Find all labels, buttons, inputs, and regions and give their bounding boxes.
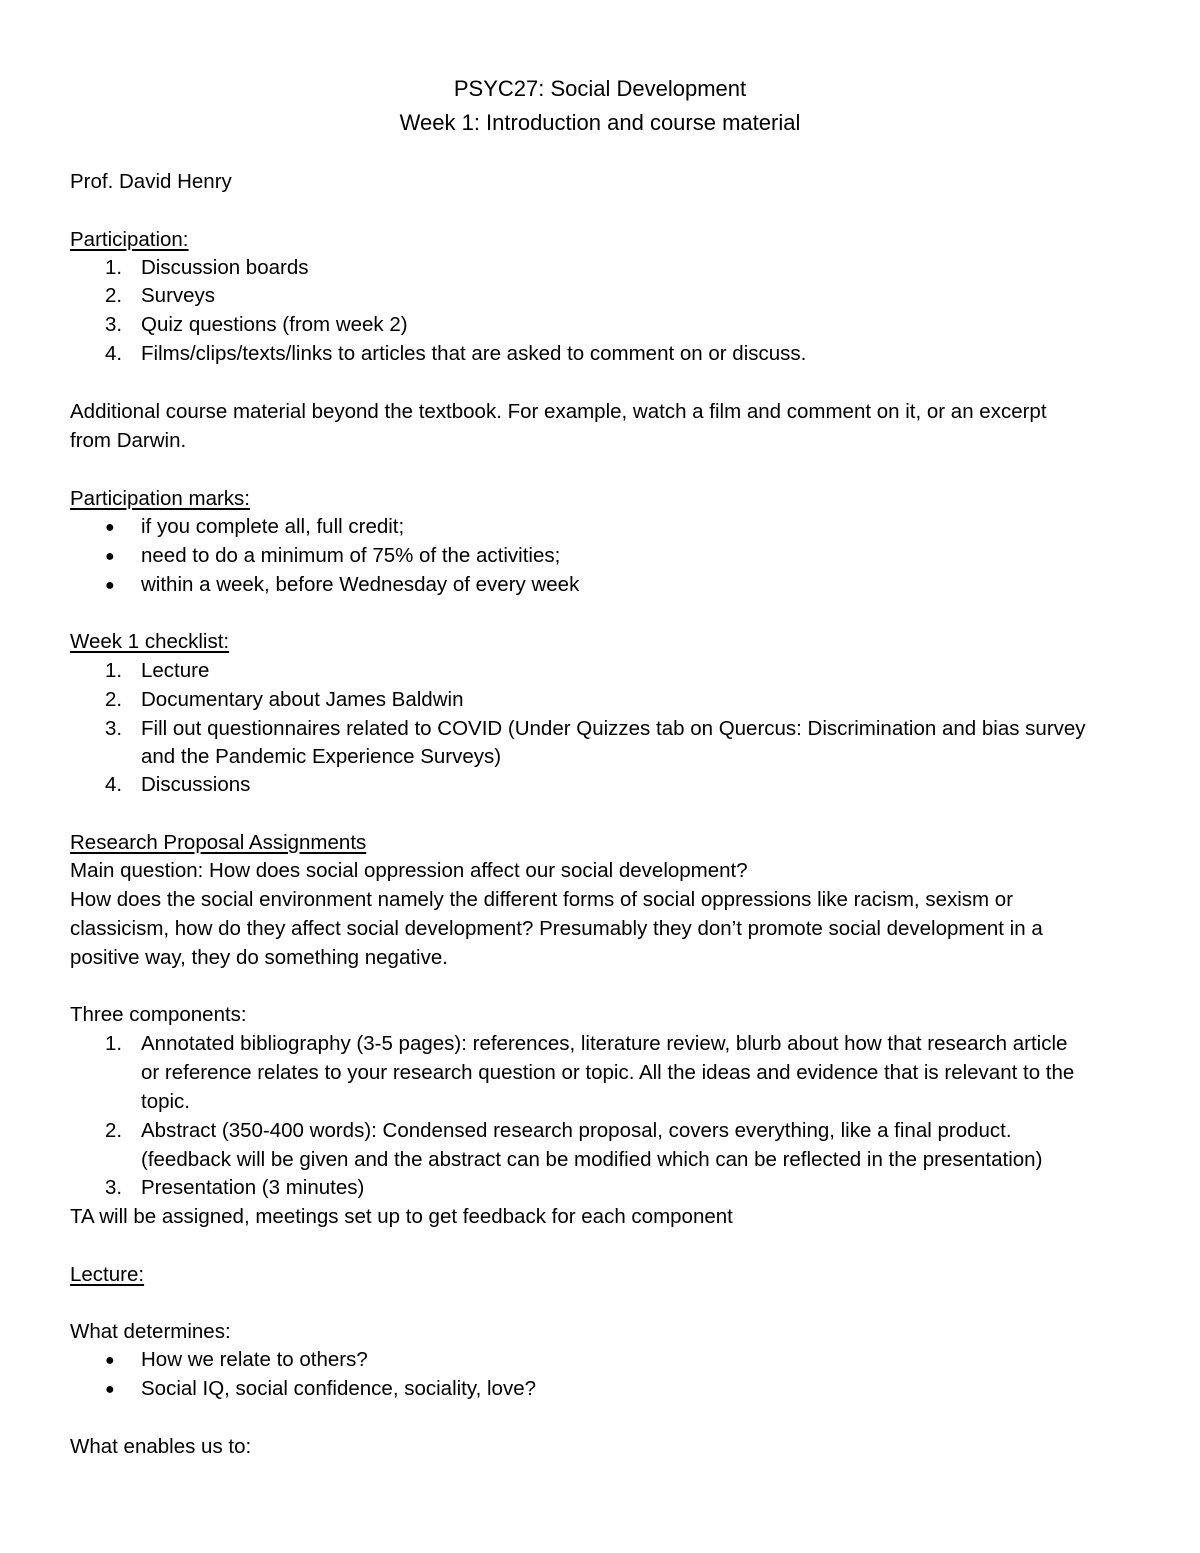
list-number: 1. [105,1032,123,1055]
list-item-text: if you complete all, full credit; [141,515,405,538]
additional-text-line: from Darwin. [70,429,187,452]
list-number: 1. [105,659,123,682]
list-item-text-continued: and the Pandemic Experience Surveys) [141,745,502,768]
list-number: 4. [105,773,123,796]
bullet-icon: ● [105,548,115,565]
research-heading: Research Proposal Assignments [70,831,367,854]
lecture-heading: Lecture: [70,1263,145,1286]
list-item-text: Social IQ, social confidence, sociality, love? [141,1377,537,1400]
list-item-text: Presentation (3 minutes) [141,1176,365,1199]
research-paragraph-line: positive way, they do something negative. [70,946,448,969]
list-item-text-continued: topic. [141,1090,190,1113]
bullet-icon: ● [105,577,115,594]
list-number: 3. [105,313,123,336]
list-item-text: Surveys [141,284,216,307]
list-item-text: Films/clips/texts/links to articles that are asked to comment on or discuss. [141,342,807,365]
list-item-text-continued: or reference relates to your research question or topic. All the ideas and evidence that is relevant to the [141,1061,1075,1084]
participation-heading: Participation: [70,228,189,251]
list-number: 2. [105,688,123,711]
list-item-text: within a week, before Wednesday of every week [141,573,580,596]
marks-heading: Participation marks: [70,487,251,510]
enables-heading: What enables us to: [70,1435,252,1458]
list-number: 1. [105,256,123,279]
determines-heading: What determines: [70,1320,231,1343]
bullet-icon: ● [105,519,115,536]
research-paragraph-line: How does the social environment namely the different forms of social oppressions like racism, sexism or [70,888,1014,911]
list-item-text: How we relate to others? [141,1348,368,1371]
additional-text-line: Additional course material beyond the textbook. For example, watch a film and comment on it, or an excerpt [70,400,1047,423]
list-item-text: Fill out questionnaires related to COVID (Under Quizzes tab on Quercus: Discrimination and bias survey [141,717,1086,740]
list-item-text: Discussion boards [141,256,309,279]
bullet-icon: ● [105,1381,115,1398]
list-item-text: need to do a minimum of 75% of the activities; [141,544,561,567]
document-subtitle: Week 1: Introduction and course material [399,110,801,135]
bullet-icon: ● [105,1352,115,1369]
components-heading: Three components: [70,1003,247,1026]
main-question: Main question: How does social oppression affect our social development? [70,859,748,882]
list-number: 4. [105,342,123,365]
list-number: 2. [105,284,123,307]
list-item-text: Discussions [141,773,251,796]
list-number: 3. [105,717,123,740]
list-number: 2. [105,1119,123,1142]
ta-note: TA will be assigned, meetings set up to get feedback for each component [70,1205,733,1228]
research-paragraph-line: classicism, how do they affect social development? Presumably they don’t promote social development in a [70,917,1043,940]
list-item-text: Documentary about James Baldwin [141,688,464,711]
list-item-text: Annotated bibliography (3-5 pages): references, literature review, blurb about how that research article [141,1032,1068,1055]
document-title: PSYC27: Social Development [453,76,747,101]
list-number: 3. [105,1176,123,1199]
checklist-heading: Week 1 checklist: [70,630,230,653]
list-item-text: Abstract (350-400 words): Condensed research proposal, covers everything, like a final product. [141,1119,1012,1142]
list-item-text-continued: (feedback will be given and the abstract can be modified which can be reflected in the presentation) [141,1148,1043,1171]
list-item-text: Quiz questions (from week 2) [141,313,408,336]
list-item-text: Lecture [141,659,210,682]
professor-name: Prof. David Henry [70,170,232,193]
